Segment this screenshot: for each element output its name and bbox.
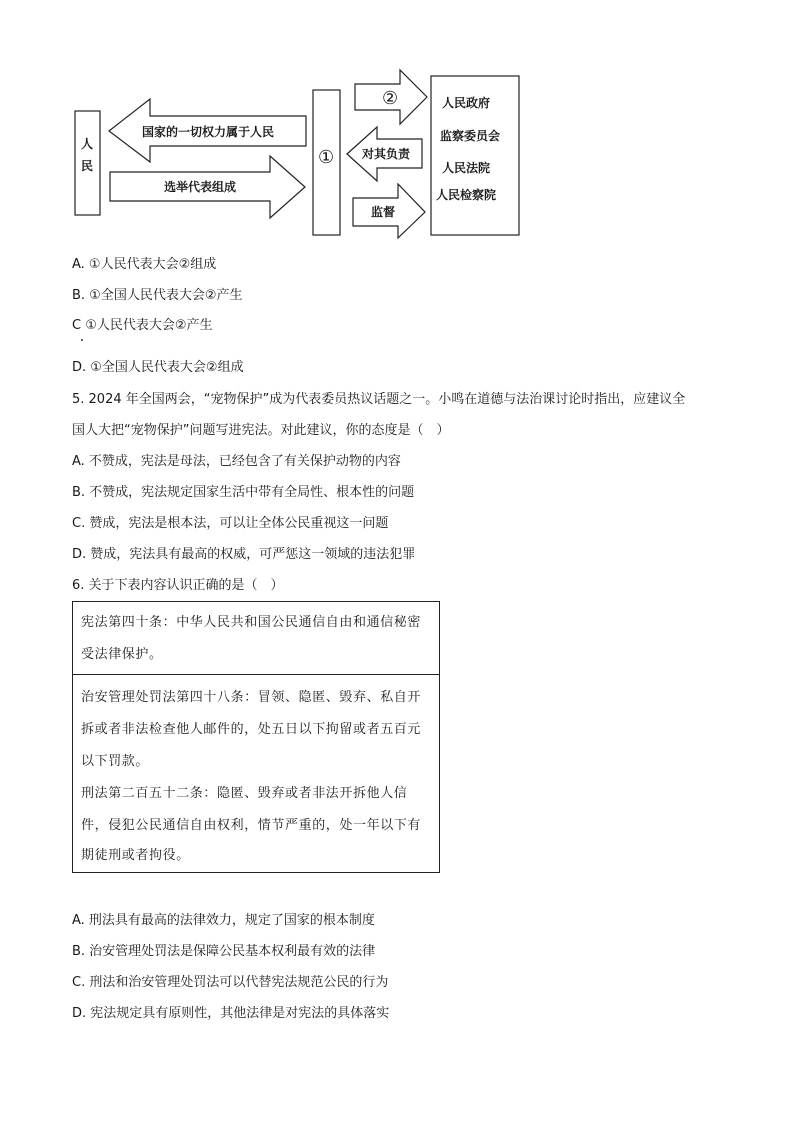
q4-option-b: B. ①全国人民代表大会②产生 — [72, 288, 243, 303]
organ-procuratorate: 人民检察院 — [436, 188, 497, 202]
q6-option-d: D. 宪法规定具有原则性，其他法律是对宪法的具体落实 — [72, 1006, 390, 1021]
q5-option-d: D. 赞成，宪法具有最高的权威，可严惩这一领域的违法犯罪 — [72, 547, 416, 562]
elect-label: 选举代表组成 — [164, 180, 237, 194]
responsible-label: 对其负责 — [362, 147, 411, 161]
q5-option-c: C. 赞成，宪法是根本法，可以让全体公民重视这一问题 — [72, 516, 389, 531]
table-row2-line3: 以下罚款。 — [81, 754, 150, 769]
organ-court: 人民法院 — [442, 161, 491, 175]
table-row2-line5: 件，侵犯公民通信自由权利，情节严重的，处一年以下有 — [81, 818, 422, 833]
supervise-label: 监督 — [371, 205, 396, 219]
q5-stem-line1: 5. 2024 年全国两会，“宠物保护”成为代表委员热议话题之一。小鸣在道德与法治课讨论时指出，应建议全 — [72, 392, 686, 407]
table-row2-line6: 期徒刑或者拘役。 — [81, 848, 190, 863]
constitution-structure-diagram — [70, 66, 530, 242]
stray-mark — [81, 339, 83, 341]
organ-government: 人民政府 — [442, 96, 491, 110]
table-row-constitution — [73, 602, 439, 675]
table-row2-line2: 拆或者非法检查他人邮件的，处五日以下拘留或者五百元 — [81, 722, 422, 737]
people-label-2: 民 — [81, 159, 94, 173]
table-row2-line1: 治安管理处罚法第四十八条：冒领、隐匿、毁弃、私自开 — [81, 690, 422, 705]
power-belongs-label: 国家的一切权力属于人民 — [142, 125, 275, 139]
law-articles-table — [72, 601, 440, 873]
q4-option-a: A. ①人民代表大会②组成 — [72, 257, 217, 272]
diagram-svg — [70, 66, 530, 242]
organ-supervision: 监察委员会 — [440, 129, 501, 143]
people-label-1: 人 — [81, 137, 94, 151]
arrow-two-marker: ② — [382, 88, 399, 109]
q5-stem-line2: 国人大把“宠物保护”问题写进宪法。对此建议，你的态度是（ ） — [72, 423, 450, 438]
q4-option-d: D. ①全国人民代表大会②组成 — [72, 360, 244, 375]
table-row1-line2: 受法律保护。 — [81, 647, 163, 662]
table-row1-line1: 宪法第四十条：中华人民共和国公民通信自由和通信秘密 — [81, 615, 422, 630]
q4-option-c: C ①人民代表大会②产生 — [72, 318, 213, 333]
table-row2-line4: 刑法第二百五十二条：隐匿、毁弃或者非法开拆他人信 — [81, 786, 408, 801]
q6-stem: 6. 关于下表内容认识正确的是（ ） — [72, 578, 284, 593]
q6-option-b: B. 治安管理处罚法是保障公民基本权利最有效的法律 — [72, 944, 376, 959]
q6-option-c: C. 刑法和治安管理处罚法可以代替宪法规范公民的行为 — [72, 975, 389, 990]
q5-option-a: A. 不赞成，宪法是母法，已经包含了有关保护动物的内容 — [72, 454, 401, 469]
q5-option-b: B. 不赞成，宪法规定国家生活中带有全局性、根本性的问题 — [72, 485, 415, 500]
q6-option-a: A. 刑法具有最高的法律效力，规定了国家的根本制度 — [72, 913, 375, 928]
center-marker: ① — [318, 147, 335, 168]
